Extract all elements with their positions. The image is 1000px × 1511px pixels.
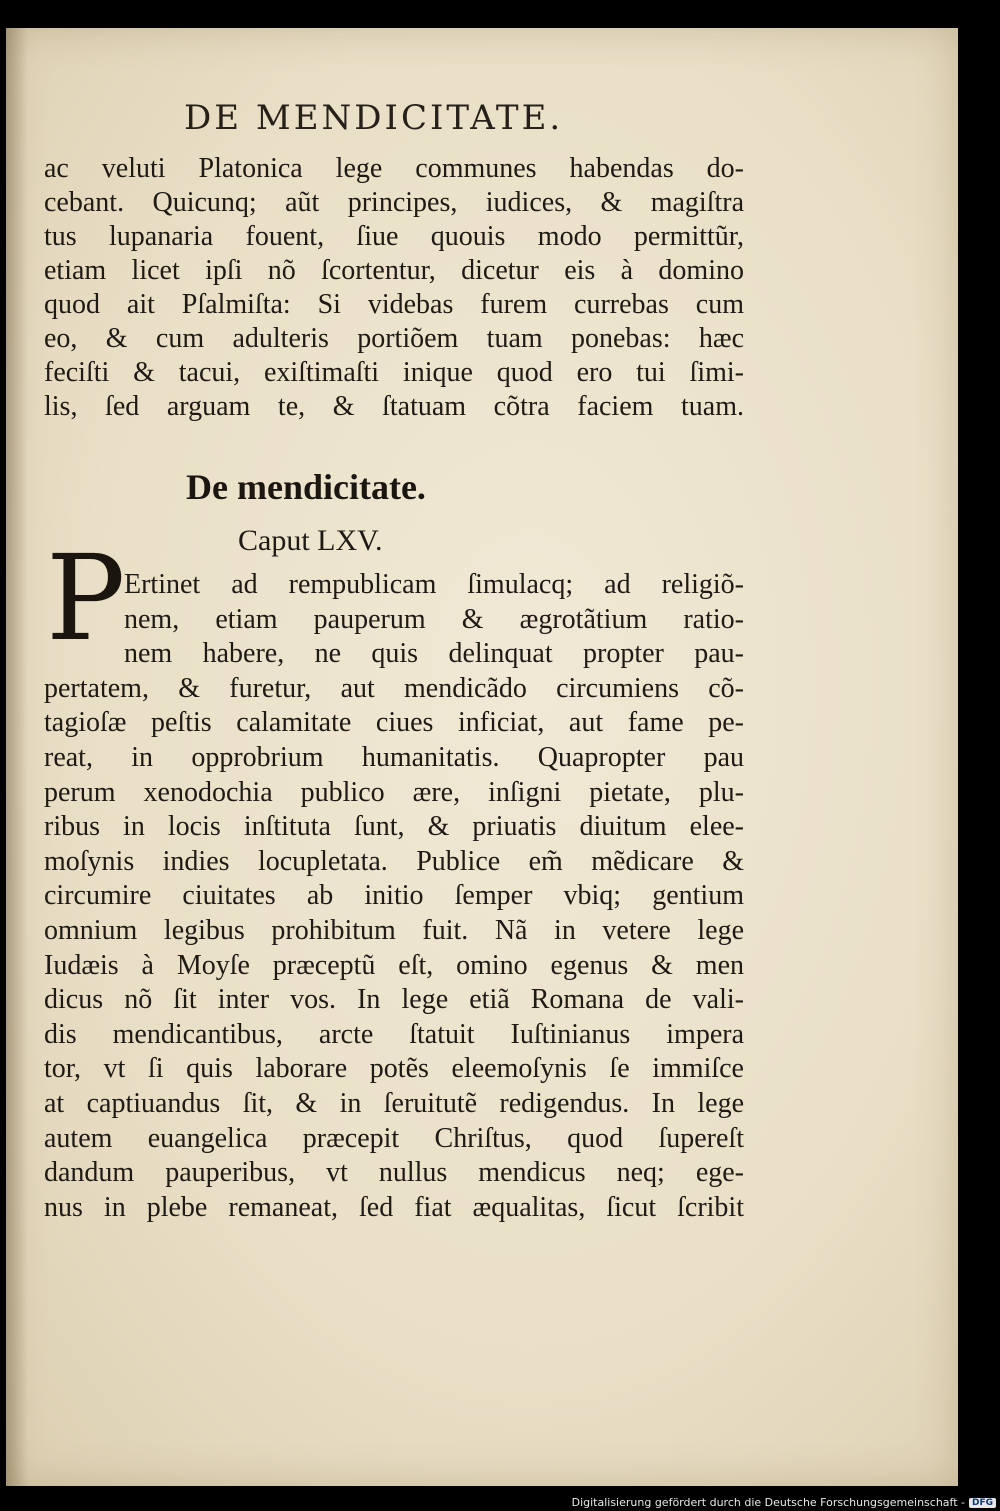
text-line: ribus in locis inſtituta ſunt, & priuatis diuitum elee-	[44, 811, 744, 843]
running-header: DE MENDICITATE.	[184, 98, 564, 138]
credit-text: Digitalisierung gefördert durch die Deutsche Forschungsgemeinschaft -	[571, 1496, 965, 1509]
text-line: nem habere, ne quis delinquat propter pau-	[124, 638, 744, 670]
chapter-heading: De mendicitate.	[186, 467, 426, 507]
text-line: dicus nõ ſit inter vos. In lege etiã Romana de vali-	[44, 984, 744, 1016]
text-line: lis, ſed arguam te, & ſtatuam cõtra faciem tuam.	[44, 391, 744, 422]
text-line: perum xenodochia publico ære, inſigni pietate, plu-	[44, 776, 744, 808]
text-line: dandum pauperibus, vt nullus mendicus neq; ege-	[44, 1157, 744, 1189]
text-line: tor, vt ſi quis laborare potẽs eleemoſynis ſe immiſce	[44, 1053, 744, 1085]
drop-cap-initial: P	[46, 529, 126, 667]
text-line: tus lupanaria fouent, ſiue quouis modo permittũr,	[44, 221, 744, 252]
chapter-body	[44, 568, 744, 1225]
digitization-credit	[572, 1496, 996, 1509]
text-line: tagioſæ peſtis calamitate ciues inficiat, aut fame pe-	[44, 707, 744, 739]
text-line: quod ait Pſalmiſta: Si videbas furem currebas cum	[44, 289, 744, 320]
text-line: ac veluti Platonica lege communes habendas do-	[44, 153, 744, 184]
text-line: dis mendicantibus, arcte ſtatuit Iuſtinianus impera	[44, 1018, 744, 1050]
text-line: Iudæis à Moyſe præceptũ eſt, omino egenus & men	[44, 949, 744, 981]
text-line: omnium legibus prohibitum fuit. Nã in vetere lege	[44, 914, 744, 946]
text-line: at captiuandus ſit, & in ſeruitutẽ redigendus. In lege	[44, 1087, 744, 1119]
text-line: feciſti & tacui, exiſtimaſti inique quod ero tui ſimi-	[44, 357, 744, 388]
text-line: nem, etiam pauperum & ægrotãtium ratio-	[124, 603, 744, 635]
paragraph-continuation	[44, 152, 744, 424]
dfg-logo: DFG	[969, 1498, 996, 1508]
text-line: etiam licet ipſi nõ ſcortentur, dicetur eis à domino	[44, 255, 744, 286]
book-page	[6, 28, 958, 1486]
text-line: moſynis indies locupletata. Publice em̃ mẽdicare &	[44, 845, 744, 877]
text-line: eo, & cum adulteris portiõem tuam ponebas: hæc	[44, 323, 744, 354]
chapter-number: Caput LXV.	[238, 524, 383, 557]
text-line: autem euangelica præcepit Chriſtus, quod ſupereſt	[44, 1122, 744, 1154]
text-line: reat, in opprobrium humanitatis. Quapropter pau	[44, 741, 744, 773]
text-line: cebant. Quicunq; aũt principes, iudices, & magiſtra	[44, 187, 744, 218]
text-line: nus in plebe remaneat, ſed fiat æqualitas, ſicut ſcribit	[44, 1191, 744, 1223]
text-line: circumire ciuitates ab initio ſemper vbiq; gentium	[44, 880, 744, 912]
text-line: pertatem, & furetur, aut mendicãdo circumiens cõ-	[44, 672, 744, 704]
text-line: Ertinet ad rempublicam ſimulacq; ad religiõ-	[124, 569, 744, 600]
